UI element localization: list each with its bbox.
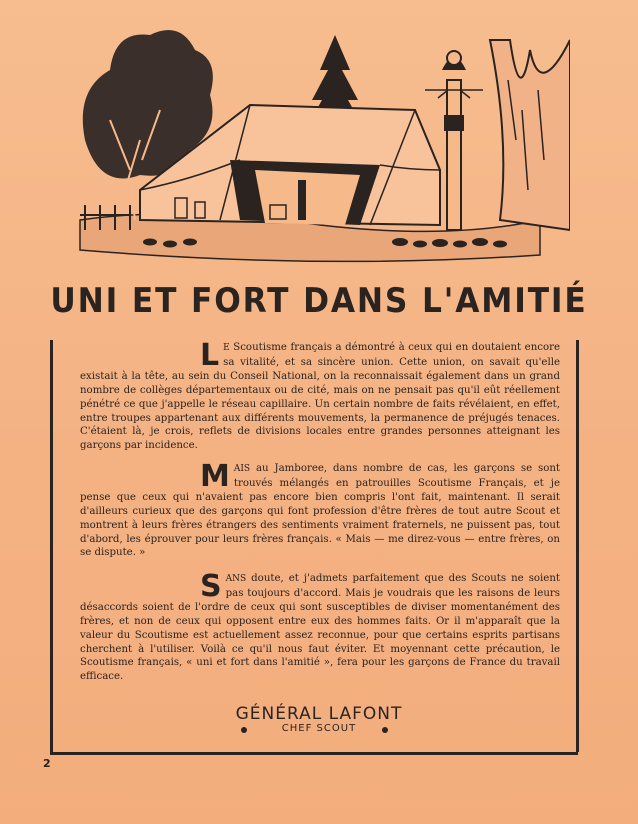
frame-left-rule	[50, 340, 53, 752]
frame-right-rule	[576, 340, 579, 752]
lead-3: ANS	[225, 574, 247, 584]
dropcap-2: M	[200, 459, 230, 494]
lead-2: AIS	[233, 464, 251, 474]
lead-1: E	[223, 343, 230, 353]
paragraph-1-text: Scoutisme français a démontré à ceux qui en doutaient encore sa vitalité, et sa sincère union. Cette union, on savait qu'elle existait à la tête, au sein du Conseil National, on la reconnaissait également dans un grand nombre de collèges départementaux ou de cité, mais on ne pensait pas qu'il eût réellement pénétré ce que j'appelle le réseau capillaire. Un certain nombre de faits révélaient, en effet, entre troupes appartenant aux différents mouvements, la permanence de préjugés tenaces. C'étaient là, je crois, reflets de divisions locales entre grandes personnes atteignant les garçons par incidence.	[80, 342, 560, 452]
author-name: GÉNÉRAL LAFONT	[235, 704, 403, 724]
paragraph-2-text: au Jamboree, dans nombre de cas, les garçons se sont trouvés mélangés en patrouilles Scoutisme Français, et je pense que ceux qui n'avaient pas encore bien compris l'ont fait, maintenant. Il serait d'ailleurs curieux que des garçons qui font profession d'être frères de tout autre Scout et montrent à leurs frères étrangers des sentiments vraiment fraternels, ne puissent pas, tout d'abord, les éprouver pour leurs frères français. « Mais — me direz-vous — entre frères, on se dispute. »	[80, 463, 560, 559]
bullet-dot-right	[382, 727, 388, 733]
frame-bottom-rule	[50, 752, 578, 755]
paragraph-1	[80, 338, 560, 453]
paragraph-3-text: doute, et j'admets parfaitement que des Scouts ne soient pas toujours d'accord. Mais je voudrais que les raisons de leurs désaccords soient de l'ordre de ceux qui sont susceptibles de diviser momentanément des frères, et non de ceux qui opposent entre eux des hommes faits. Or il m'apparaît que la valeur du Scoutisme est actuellement assez reconnue, pour que certains esprits partisans cherchent à l'utiliser. Voilà ce qu'il nous faut éviter. Et moyennant cette précaution, le Scoutisme français, « uni et fort dans l'amitié », fera pour les garçons de France du travail efficace.	[80, 573, 560, 683]
paragraph-3	[80, 569, 560, 684]
article-title: UNI ET FORT DANS L'AMITIÉ	[50, 281, 588, 321]
dropcap-3: S	[200, 569, 222, 604]
author-rank: CHEF SCOUT	[281, 723, 357, 734]
page-number: 2	[43, 757, 51, 770]
paragraph-2	[80, 459, 560, 560]
dropcap-1: L	[200, 338, 220, 373]
camp-tent-illustration	[70, 20, 570, 270]
